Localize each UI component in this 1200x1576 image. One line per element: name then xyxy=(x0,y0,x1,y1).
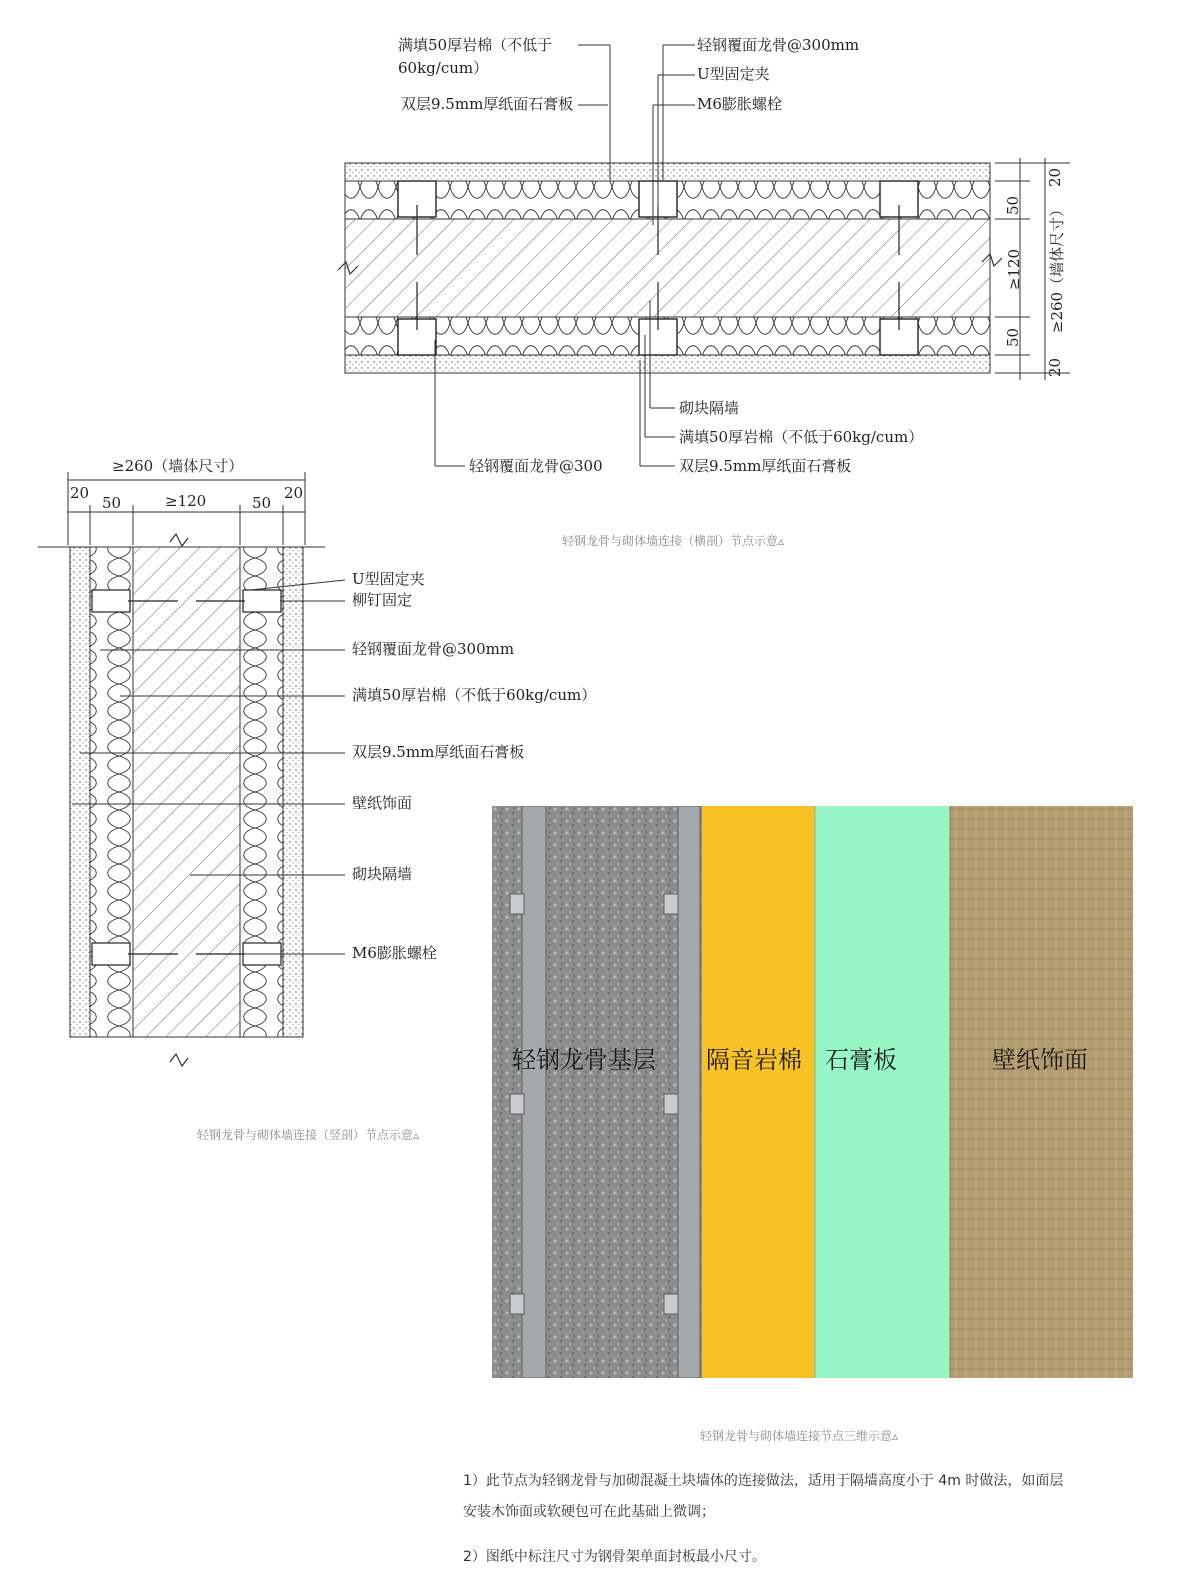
dim-left-20b: 20 xyxy=(284,484,304,502)
layer-gypsum xyxy=(815,806,950,1378)
dim-left-120: ≥120 xyxy=(165,492,207,510)
label-board-top: 双层9.5mm厚纸面石膏板 xyxy=(401,95,574,113)
dim-left-50a: 50 xyxy=(102,494,122,512)
v-label-fill: 满填50厚岩棉（不低于60kg/cum） xyxy=(352,686,597,704)
label-keel-bottom: 轻钢覆面龙骨@300 xyxy=(469,457,603,475)
layer-label-steel: 轻钢龙骨基层 xyxy=(512,1046,656,1074)
label-clip-top: U型固定夹 xyxy=(697,65,770,83)
layer-rock-wool xyxy=(702,806,815,1378)
dim-50-bottom: 50 xyxy=(1004,327,1023,348)
layer-label-wallpaper: 壁纸饰面 xyxy=(992,1046,1088,1074)
dim-left-50b: 50 xyxy=(252,494,272,512)
caption-horizontal: 轻钢龙骨与砌体墙连接（横剖）节点示意▵ xyxy=(562,534,785,548)
v-label-bolt: M6膨胀螺栓 xyxy=(352,944,437,962)
caption-vertical: 轻钢龙骨与砌体墙连接（竖剖）节点示意▵ xyxy=(197,1128,420,1142)
label-bolt-top: M6膨胀螺栓 xyxy=(697,95,782,113)
render-3d-svg xyxy=(492,806,1133,1378)
dim-left-20a: 20 xyxy=(70,484,90,502)
dim-50-top: 50 xyxy=(1004,195,1023,216)
layer-label-gypsum: 石膏板 xyxy=(825,1046,897,1074)
dim-20-bottom: 20 xyxy=(1046,357,1065,378)
v-label-block: 砌块隔墙 xyxy=(352,865,413,883)
label-fill-density-top: 60kg/cum） xyxy=(398,59,489,77)
note-line-1: 1）此节点为轻钢龙骨与加砌混凝土块墙体的连接做法，适用于隔墙高度小于 4m 时做法，如面层 xyxy=(463,1473,1064,1489)
dim-20-top: 20 xyxy=(1046,167,1065,188)
layer-label-wool: 隔音岩棉 xyxy=(706,1046,802,1074)
label-block-bottom: 砌块隔墙 xyxy=(679,399,740,417)
label-fill-top: 满填50厚岩棉（不低于 xyxy=(398,36,553,54)
note-line-3: 2）图纸中标注尺寸为钢骨架单面封板最小尺寸。 xyxy=(463,1549,766,1565)
label-fill-bottom: 满填50厚岩棉（不低于60kg/cum） xyxy=(679,428,924,446)
v-label-board: 双层9.5mm厚纸面石膏板 xyxy=(352,743,525,761)
block-wall xyxy=(345,219,990,317)
label-keel-top: 轻钢覆面龙骨@300mm xyxy=(697,36,860,54)
layer-wallpaper xyxy=(950,806,1133,1378)
v-label-keel: 轻钢覆面龙骨@300mm xyxy=(352,640,515,658)
dim-left-total: ≥260（墙体尺寸） xyxy=(112,457,244,475)
label-board-bottom: 双层9.5mm厚纸面石膏板 xyxy=(679,457,852,475)
v-label-rivet: 柳钉固定 xyxy=(352,591,413,609)
caption-3d: 轻钢龙骨与砌体墙连接节点三维示意▵ xyxy=(700,1429,899,1443)
render-3d xyxy=(492,806,1133,1378)
board-bottom xyxy=(345,355,990,373)
dim-260-total: ≥260（墙体尺寸） xyxy=(1048,201,1067,334)
board-top xyxy=(345,163,990,181)
v-label-clip: U型固定夹 xyxy=(352,570,425,588)
note-line-2: 安装木饰面或软硬包可在此基础上微调； xyxy=(463,1504,715,1520)
v-label-wallpaper: 壁纸饰面 xyxy=(352,794,413,812)
dim-120: ≥120 xyxy=(1005,248,1024,291)
